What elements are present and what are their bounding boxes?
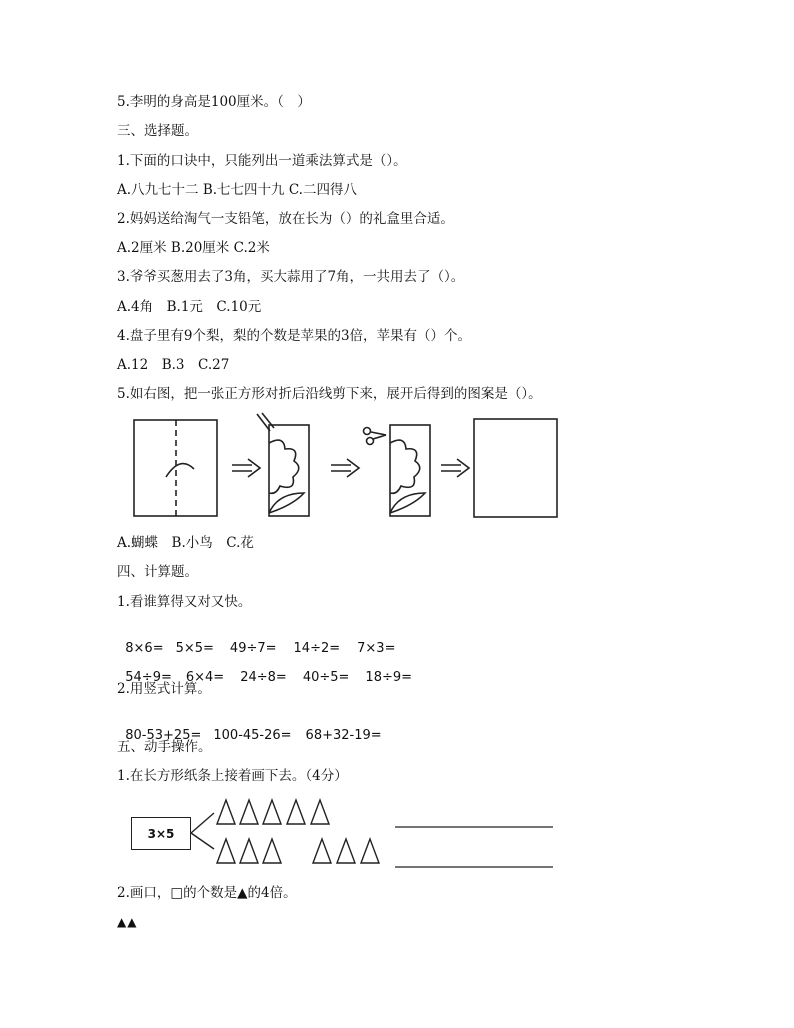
leaf-outline-1 bbox=[269, 493, 304, 513]
calc-item: 49÷7= bbox=[229, 641, 277, 656]
arrow-2-icon bbox=[331, 459, 359, 477]
fold-arrow-icon bbox=[166, 464, 194, 477]
flower-outline-1 bbox=[269, 440, 299, 493]
triangle-icon bbox=[311, 800, 329, 824]
choice-q3-options: A.4角 B.1元 C.10元 bbox=[117, 299, 262, 315]
draw-q1: 1.在长方形纸条上接着画下去。（4分） bbox=[117, 768, 348, 784]
triangle-icon bbox=[337, 839, 355, 863]
choice-q2-options: A.2厘米 B.20厘米 C.2米 bbox=[117, 240, 270, 256]
triangles-figure bbox=[190, 795, 560, 870]
choice-q2: 2.妈妈送给淘气一支铅笔，放在长为（）的礼盒里合适。 bbox=[117, 211, 454, 227]
triangle-icon bbox=[263, 800, 281, 824]
choice-q1: 1.下面的口诀中，只能列出一道乘法算式是（）。 bbox=[117, 153, 407, 169]
calc-q2: 2.用竖式计算。 bbox=[117, 681, 211, 697]
section-4-title: 四、计算题。 bbox=[117, 564, 198, 580]
triangle-marks: ▲▲ bbox=[117, 915, 138, 929]
choice-q5-options: A.蝴蝶 B.小鸟 C.花 bbox=[117, 535, 254, 551]
calc-q1: 1.看谁算得又对又快。 bbox=[117, 594, 252, 610]
expression-box: 3×5 bbox=[131, 817, 191, 850]
choice-q4: 4.盘子里有9个梨，梨的个数是苹果的3倍，苹果有（）个。 bbox=[117, 328, 472, 344]
pencil-icon bbox=[257, 413, 274, 431]
choice-q3: 3.爷爷买葱用去了3角，买大蒜用了7角，一共用去了（）。 bbox=[117, 269, 465, 285]
flower-outline-2 bbox=[390, 440, 420, 493]
calc-item: 7×3= bbox=[357, 641, 396, 656]
calc-item: 100-45-26= bbox=[213, 728, 292, 743]
calc-item: 14÷2= bbox=[293, 641, 341, 656]
section-3-title: 三、选择题。 bbox=[117, 123, 198, 139]
draw-q2: 2.画口，□的个数是▲的4倍。 bbox=[117, 885, 297, 901]
calc-item: 8×6= bbox=[125, 641, 164, 656]
choice-q1-options: A.八九七十二 B.七七四十九 C.二四得八 bbox=[117, 182, 357, 198]
calc-item: 24÷8= bbox=[240, 670, 287, 685]
triangle-icon bbox=[361, 839, 379, 863]
folded-strip-1 bbox=[269, 425, 309, 516]
branch-line bbox=[191, 833, 214, 849]
arrow-1-icon bbox=[232, 459, 260, 477]
section-5-title: 五、动手操作。 bbox=[117, 739, 212, 755]
triangle-icon bbox=[217, 839, 235, 863]
calc-item: 54÷9= bbox=[125, 670, 172, 685]
calc-item: 6×4= bbox=[185, 670, 225, 685]
paper-fold-figure bbox=[128, 413, 568, 523]
triangle-icon bbox=[313, 839, 331, 863]
triangle-icon bbox=[263, 839, 281, 863]
calc-item: 40÷5= bbox=[302, 670, 350, 685]
leaf-outline-2 bbox=[390, 493, 425, 513]
triangle-icon bbox=[217, 800, 235, 824]
calc-item: 18÷9= bbox=[365, 670, 413, 685]
scissors-icon bbox=[364, 428, 387, 445]
calc-item: 5×5= bbox=[175, 641, 214, 656]
calc-item: 68+32-19= bbox=[305, 728, 382, 743]
choice-q5: 5.如右图，把一张正方形对折后沿线剪下来，展开后得到的图案是（）。 bbox=[117, 386, 542, 402]
triangle-icon bbox=[240, 839, 258, 863]
choice-q4-options: A.12 B.3 C.27 bbox=[117, 357, 230, 373]
triangle-icon bbox=[287, 800, 305, 824]
result-rectangle bbox=[474, 419, 557, 517]
branch-line bbox=[191, 813, 214, 833]
triangle-icon bbox=[240, 800, 258, 824]
q5-judge: 5.李明的身高是100厘米。（ ） bbox=[117, 94, 311, 110]
arrow-3-icon bbox=[441, 459, 469, 477]
calc-item: 80-53+25= bbox=[125, 728, 202, 743]
folded-strip-2 bbox=[390, 425, 430, 516]
